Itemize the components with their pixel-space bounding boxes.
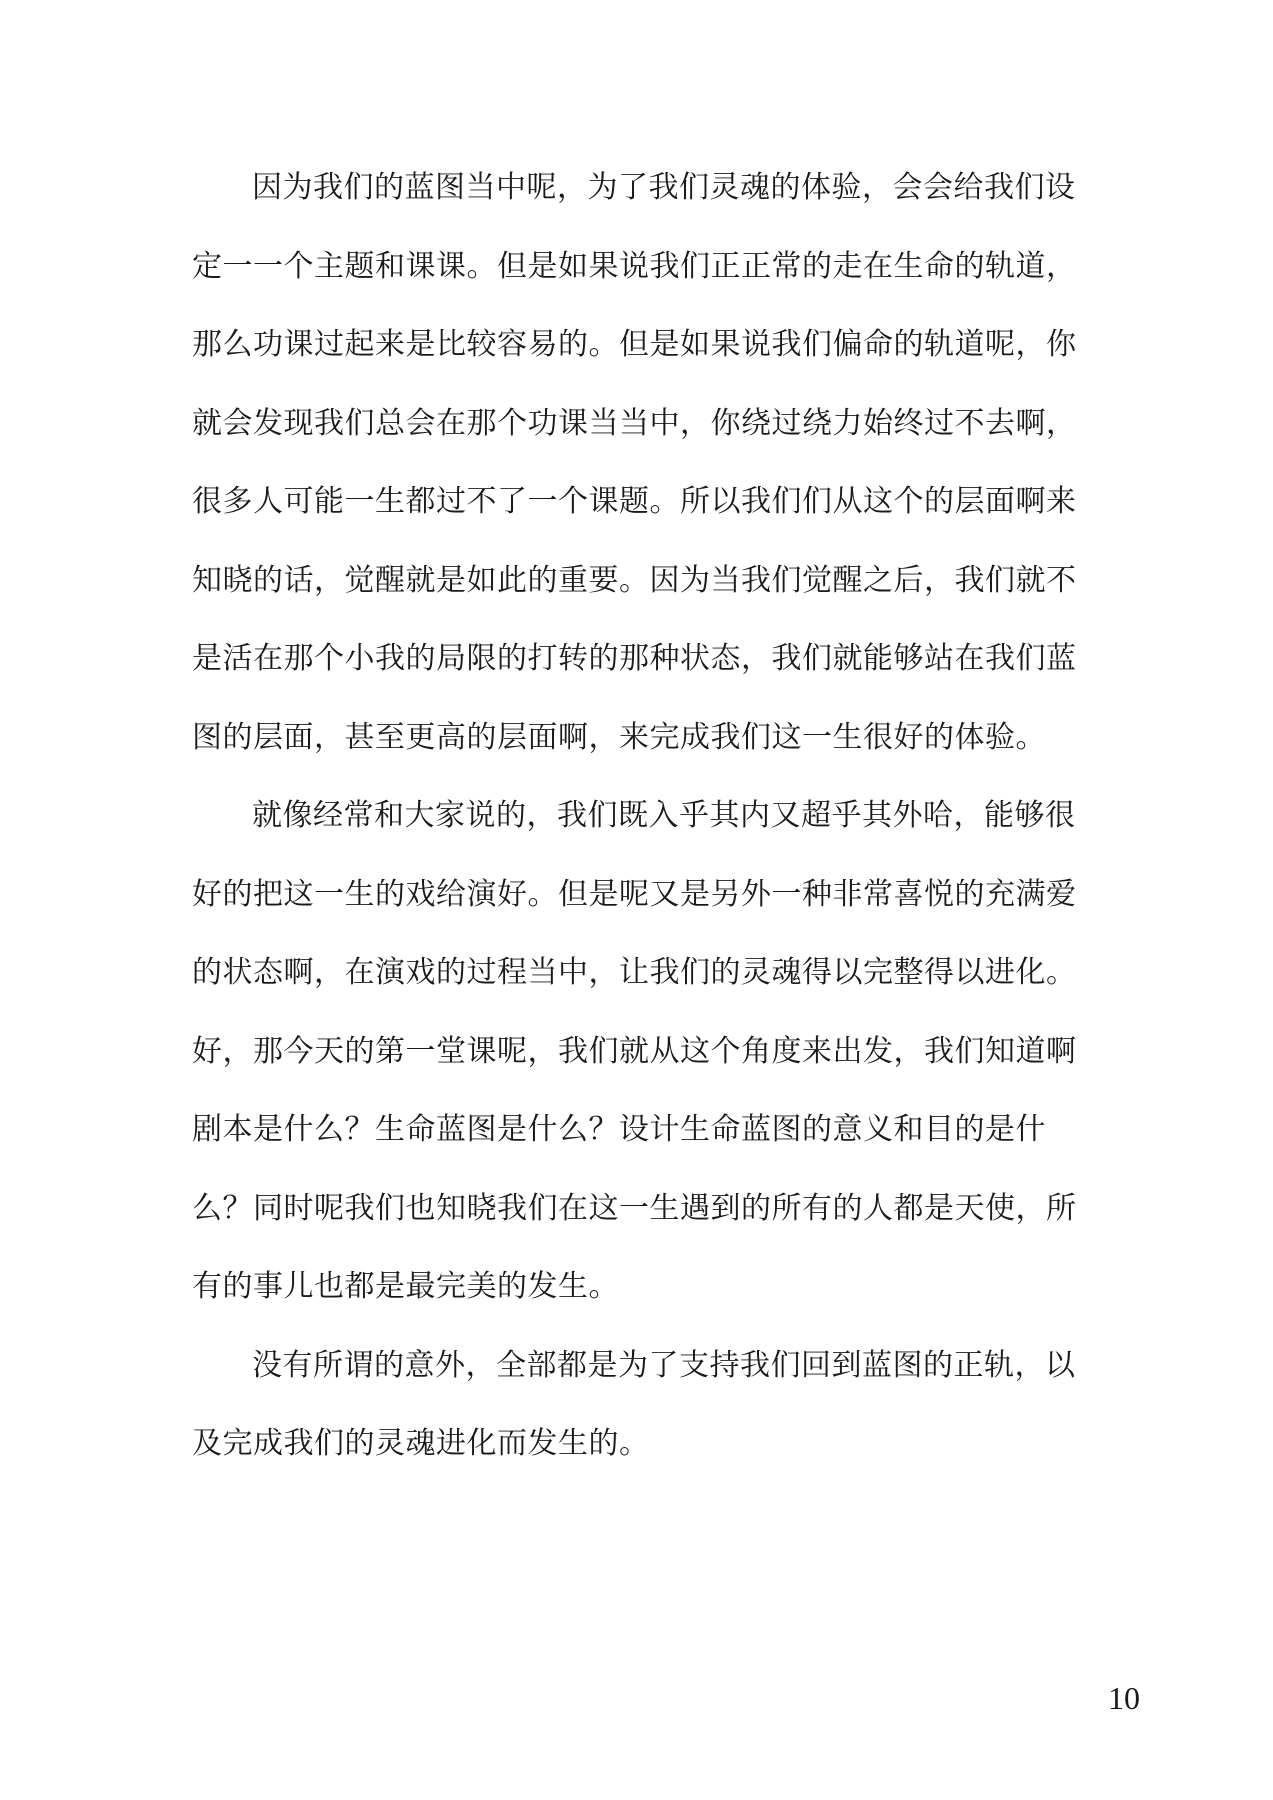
paragraph-3-line-1: 没有所谓的意外，全部都是为了支持我们回到蓝图的正轨，以 xyxy=(252,1347,1076,1383)
paragraph-2-line-2: 好的把这一生的戏给演好。但是呢又是另外一种非常喜悦的充满爱 xyxy=(192,876,1077,912)
paragraph-1-line-4: 就会发现我们总会在那个功课当当中，你绕过绕力始终过不去啊， xyxy=(192,405,1077,441)
body-text xyxy=(192,149,1077,1484)
paragraph-1-line-6: 知晓的话，觉醒就是如此的重要。因为当我们觉醒之后，我们就不 xyxy=(192,562,1077,598)
paragraph-2-line-3: 的状态啊，在演戏的过程当中，让我们的灵魂得以完整得以进化。 xyxy=(192,955,1077,990)
paragraph-1-line-5: 很多人可能一生都过不了一个课题。所以我们们从这个的层面啊来 xyxy=(192,484,1077,519)
paragraph-1-line-8: 图的层面，甚至更高的层面啊，来完成我们这一生很好的体验。 xyxy=(192,719,1046,755)
paragraph-1-line-7: 是活在那个小我的局限的打转的那种状态，我们就能够站在我们蓝 xyxy=(192,641,1077,676)
paragraph-1-line-2: 定一一个主题和课课。但是如果说我们正正常的走在生命的轨道， xyxy=(192,248,1077,284)
paragraph-1-line-1: 因为我们的蓝图当中呢，为了我们灵魂的体验，会会给我们设 xyxy=(252,170,1076,205)
paragraph-2-line-7: 有的事儿也都是最完美的发生。 xyxy=(192,1269,619,1304)
page-number: 10 xyxy=(1108,1680,1140,1716)
paragraph-2-line-6: 么？同时呢我们也知晓我们在这一生遇到的所有的人都是天使，所 xyxy=(192,1190,1077,1226)
paragraph-2-line-5: 剧本是什么？生命蓝图是什么？设计生命蓝图的意义和目的是什 xyxy=(192,1112,1046,1147)
paragraph-1-line-3: 那么功课过起来是比较容易的。但是如果说我们偏命的轨道呢，你 xyxy=(192,327,1077,362)
paragraph-3-line-2: 及完成我们的灵魂进化而发生的。 xyxy=(192,1426,650,1461)
paragraph-2-line-1: 就像经常和大家说的，我们既入乎其内又超乎其外哈，能够很 xyxy=(252,798,1076,833)
paragraph-2-line-4: 好，那今天的第一堂课呢，我们就从这个角度来出发，我们知道啊 xyxy=(192,1033,1077,1069)
